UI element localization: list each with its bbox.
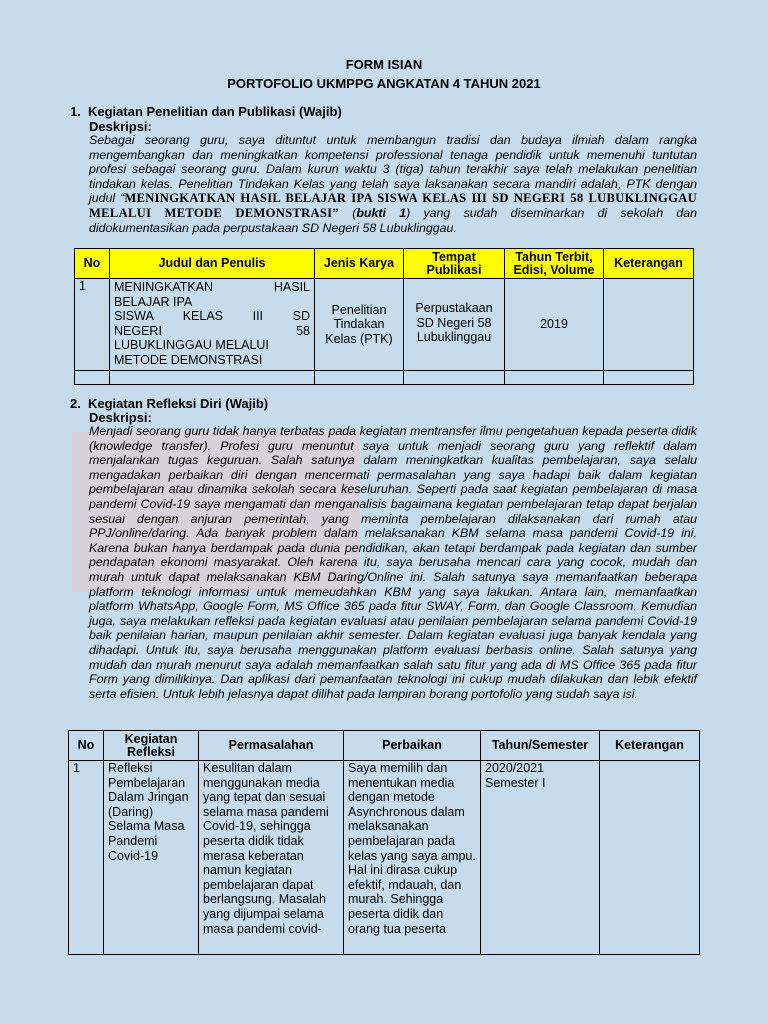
section1-text-a: Sebagai seorang guru, saya dituntut untuk membangun tradisi dan budaya ilmiah dalam rangka mengembangkan dan meningkatkan kompetensi professional tenaga pendidik untuk memenuhi tuntutan profesi sebagai seorang guru. Dalam kurun waktu 3 (tiga) tahun terakhir saya telah melakukan penelitian tindakan kelas. Penelitian Tindakan Kelas yang telah saya laksanakan secara mandiri adalah, PTK dengan judul “ <box>89 133 697 206</box>
col-header: Kegiatan Refleksi <box>104 731 199 761</box>
ptk-title: MENINGKATKAN HASIL BELAJAR IPA SISWA KELAS III SD NEGERI 58 LUBUKLINGGAU MELALUI METODE DEMONSTRASI” <box>89 191 698 220</box>
col-header: No <box>69 731 104 761</box>
section1-text-b: ( <box>338 205 357 220</box>
cell-no: 1 <box>75 279 110 371</box>
semester-line: Semester I <box>485 775 546 790</box>
col-header: No <box>75 249 110 279</box>
table-header-row <box>69 731 700 761</box>
section2-description: Menjadi seorang guru tidak hanya terbatas pada kegiatan mentransfer ilmu pengetahuan kepada peserta didik (knowledge transfer). Profesi guru menuntut saya untuk menjadi seorang guru yang reflektif dalam menjalankan tugas keguruan. Salah satunya dalam meningkatkan kualitas pembelajaran, saya selalu mengadakan perbaikan diri dengan mencermati permasalahan yang saya hadapi baik dalam kegiatan pembelajaran atau dinamika sekolah secara keseluruhan. Seperti pada saat kegiatan pembelajaran di masa pandemi Covid-19 saya mengamati dan menganalisis bagaimana kegiatan pembelajaran tetap dapat berjalan sesuai dengan anjuran pemerintah, yang meminta pembelajaran dilaksanakan dari rumah atau PPJ/online/daring. Ada banyak problem dalam melaksanakan KBM selama masa pandemi Covid-19 ini. Karena bukan hanya berdampak pada dunia pendidikan, akan tetapi berdampak pada kegiatan dan sumber pendapatan ekonomi masyarakat. Oleh karena itu, saya berusaha mencari cara yang cocok, mudah dan murah untuk dapat melaksanakan KBM Daring/Online ini. Salah satunya saya memanfaatkan beberapa platform teknologi informasi untuk memeudahkan KBM yang saya lakukan. Antara lain, memanfaatkan platform WhatsApp, Google Form, MS Office 365 pada fitur SWAY, Form, dan Google Classroom. Kemudian juga, saya melakukan refleksi pada kegiatan evaluasi atau penilaian pembelajaran selama pandemi Covid-19 baik penilaian harian, maupun penilaian akhir semester. Dalam kegiatan evaluasi juga banyak kendala yang dihadapi. Untuk itu, saya berusaha menggunakan platform evaluasi berbasis online. Salah satunya yang mudah dan murah menurut saya adalah memanfaatkan salah satu fitur yang ada di MS Office 365 pada fitur Form yang dimilikinya. Dan aplikasi dari pemanfaatan teknologi ini cukup mudah dilakukan dan lebik efektif serta efisien. Untuk lebih jelasnya dapat dilihat pada lampiran borang portofolio yang sudah saya isi. <box>89 424 697 701</box>
section2-title: Kegiatan Refleksi Diri (Wajib) <box>88 396 269 411</box>
col-header: Tempat Publikasi <box>404 249 505 279</box>
cell-jenis: Penelitian Tindakan Kelas (PTK) <box>315 279 404 371</box>
col-header: Judul dan Penulis <box>110 249 315 279</box>
judul-line: METODE DEMONSTRASI <box>114 352 263 367</box>
judul-line: LUBUKLINGGAU MELALUI <box>114 338 269 352</box>
col-header: Tahun Terbit, Edisi, Volume <box>505 249 604 279</box>
cell-permasalahan: Kesulitan dalam menggunakan media yang tepat dan sesuai selama masa pandemi Covid-19, sehingga peserta didik tidak merasa keberatan namun kegiatan pembelajaran dapat berlangsung. Masalah yang dijumpai selama masa pandemi covid- <box>199 761 344 955</box>
section1-description <box>89 133 697 235</box>
table-row <box>69 761 700 955</box>
cell-perbaikan: Saya memilih dan menentukan media dengan metode Asynchronous dalam melaksanakan pembelajaran pada kelas yang saya ampu. Hal ini dirasa cukup efektif, mdauah, dan murah. Sehingga peserta didik dan orang tua peserta <box>344 761 481 955</box>
section2-desc-label: Deskripsi: <box>89 410 152 425</box>
section1-text-c: ) yang sudah diseminarkan di sekolah dan didokumentasikan pada perpustakaan SD Negeri 58 Lubuklinggau. <box>89 205 697 235</box>
empty-cell <box>604 371 694 385</box>
section1-heading <box>70 104 342 119</box>
col-header: Permasalahan <box>199 731 344 761</box>
empty-cell <box>404 371 505 385</box>
judul-line: BELAJAR IPA <box>114 294 193 309</box>
reflection-table <box>68 730 700 955</box>
section1-title: Kegiatan Penelitian dan Publikasi (Wajib) <box>88 104 342 119</box>
cell-keterangan <box>604 279 694 371</box>
empty-cell <box>505 371 604 385</box>
col-header: Tahun/Semester <box>481 731 600 761</box>
section1-number: 1. <box>70 104 81 119</box>
cell-no: 1 <box>69 761 104 955</box>
judul-line: MENINGKATKAN HASIL <box>114 280 310 294</box>
judul-line: SISWA KELAS III SD <box>114 309 310 323</box>
table-row-empty <box>75 371 694 385</box>
cell-tempat: Perpustakaan SD Negeri 58 Lubuklinggau <box>404 279 505 371</box>
section2-heading <box>70 396 268 411</box>
form-title: FORM ISIAN <box>345 57 423 72</box>
empty-cell <box>75 371 110 385</box>
col-header: Keterangan <box>604 249 694 279</box>
table-row <box>75 279 694 371</box>
cell-tahun-semester <box>481 761 600 955</box>
cell-tahun: 2019 <box>505 279 604 371</box>
cell-kegiatan: Refleksi Pembelajaran Dalam Jringan (Daring) Selama Masa Pandemi Covid-19 <box>104 761 199 955</box>
section1-desc-label: Deskripsi: <box>89 119 152 134</box>
judul-line: NEGERI 58 <box>114 323 310 338</box>
bukti-label: bukti 1 <box>356 205 407 220</box>
col-header: Keterangan <box>600 731 700 761</box>
tahun-line: 2020/2021 <box>485 761 545 775</box>
col-header: Jenis Karya <box>315 249 404 279</box>
empty-cell <box>110 371 315 385</box>
cell-judul <box>110 279 315 371</box>
section2-number: 2. <box>70 396 81 411</box>
cell-keterangan <box>600 761 700 955</box>
form-subtitle: PORTOFOLIO UKMPPG ANGKATAN 4 TAHUN 2021 <box>227 76 541 91</box>
empty-cell <box>315 371 404 385</box>
col-header: Perbaikan <box>344 731 481 761</box>
table-header-row <box>75 249 694 279</box>
publication-table <box>74 248 694 385</box>
